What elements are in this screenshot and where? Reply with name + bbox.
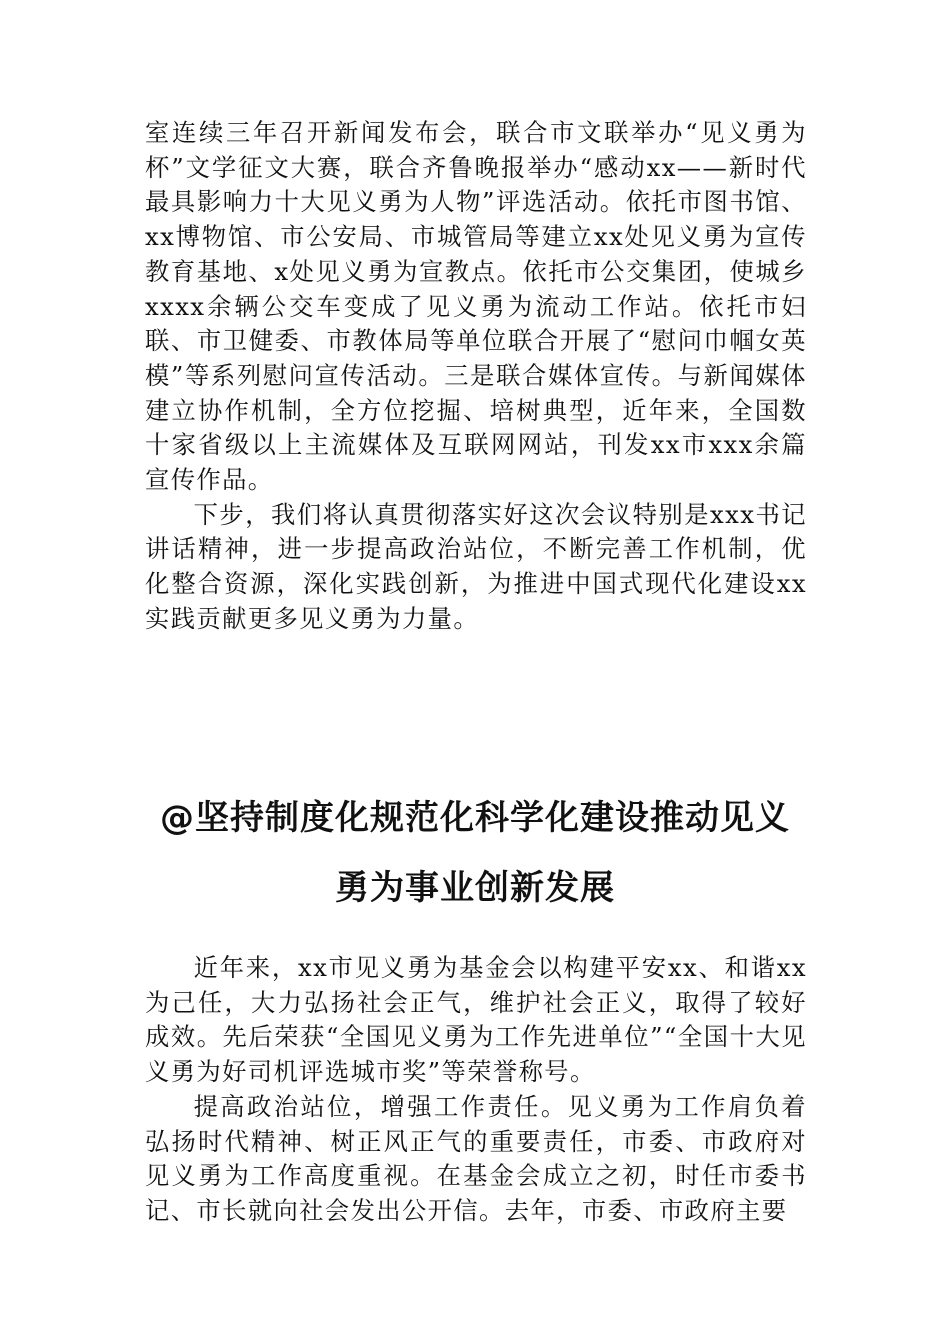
body-paragraph: 提高政治站位，增强工作责任。见义勇为工作肩负着弘扬时代精神、树正风正气的重要责任，市委、市政府对见义勇为工作高度重视。在基金会成立之初，时任市委书记、市长就向社会发出公开信。去年，市委、市政府主要 xyxy=(145,1091,807,1225)
article-body xyxy=(145,951,807,1229)
article-title xyxy=(120,783,830,923)
article-title-line-2: 勇为事业创新发展 xyxy=(335,868,615,908)
article-title-line-1: @坚持制度化规范化科学化建设推动见义 xyxy=(160,798,790,838)
body-paragraph: 下步，我们将认真贯彻落实好这次会议特别是xxx书记讲话精神，进一步提高政治站位，不断完善工作机制，优化整合资源，深化实践创新，为推进中国式现代化建设xx实践贡献更多见义勇为力量。 xyxy=(145,499,807,633)
body-paragraph: 近年来，xx市见义勇为基金会以构建平安xx、和谐xx为己任，大力弘扬社会正气，维护社会正义，取得了较好成效。先后荣获“全国见义勇为工作先进单位”“全国十大见义勇为好司机评选城市奖”等荣誉称号。 xyxy=(145,953,807,1087)
body-paragraph: 室连续三年召开新闻发布会，联合市文联举办“见义勇为杯”文学征文大赛，联合齐鲁晚报举办“感动xx——新时代最具影响力十大见义勇为人物”评选活动。依托市图书馆、xx博物馆、市公安局、市城管局等建立xx处见义勇为宣传教育基地、x处见义勇为宣教点。依托市公交集团，使城乡xxxx余辆公交车变成了见义勇为流动工作站。依托市妇联、市卫健委、市教体局等单位联合开展了“慰问巾帼女英模”等系列慰问宣传活动。三是联合媒体宣传。与新闻媒体建立协作机制，全方位挖掘、培树典型，近年来，全国数十家省级以上主流媒体及互联网网站，刊发xx市xxx余篇宣传作品。 xyxy=(145,118,807,495)
previous-article-continuation xyxy=(145,116,807,637)
